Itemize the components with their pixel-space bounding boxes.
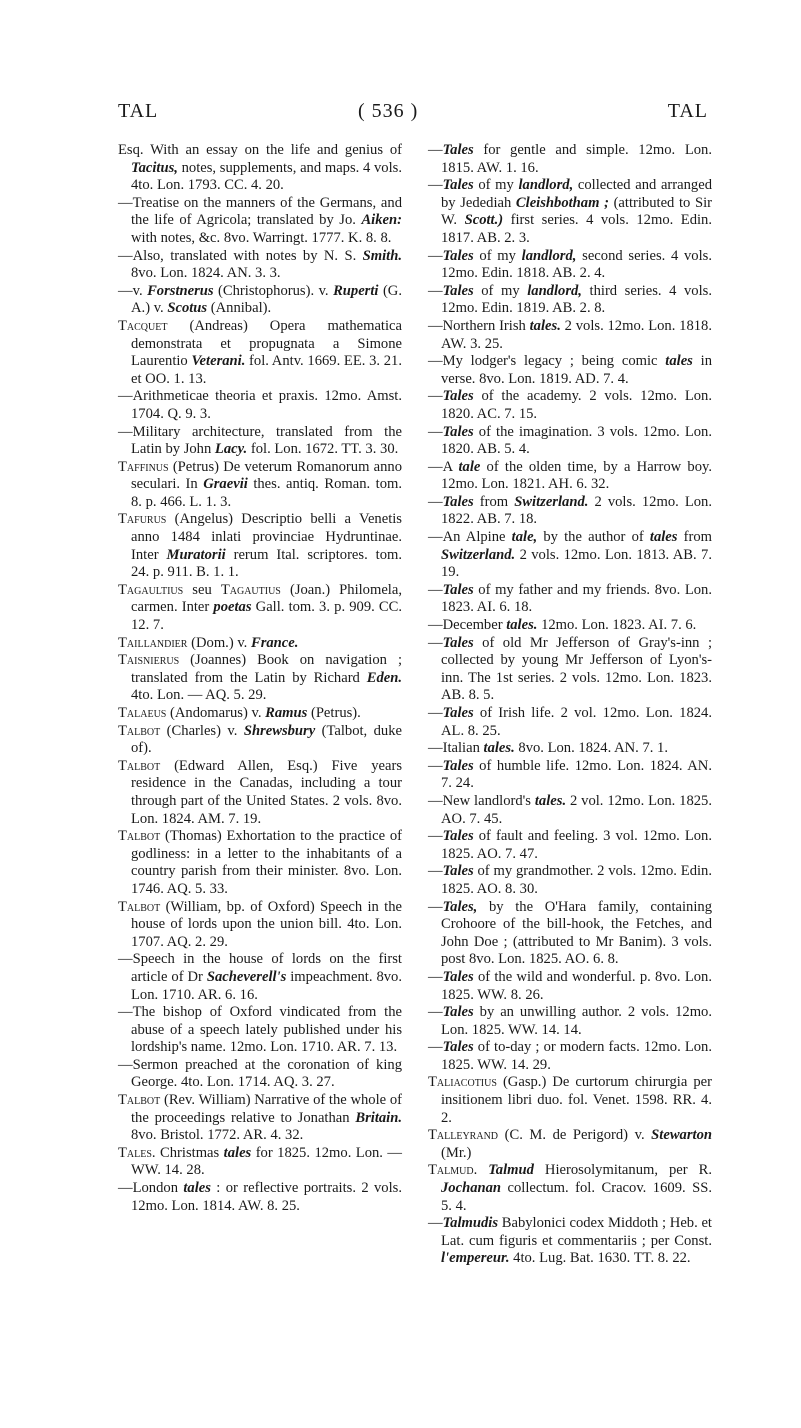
entry-text: — — [428, 898, 443, 915]
entry-text: from — [677, 529, 712, 546]
italic-term: Tales — [442, 863, 474, 880]
italic-term: Tales — [442, 828, 474, 845]
entry-text: (Mr.) — [441, 1144, 472, 1161]
italic-term: tales. — [534, 792, 567, 809]
catalogue-entry — [118, 828, 402, 898]
entry-text: first series. 4 vols. 12mo. Edin. 1817. AB. 2. 3. — [441, 212, 712, 246]
catalogue-entry — [428, 494, 712, 529]
catalogue-entry — [118, 195, 402, 248]
entry-text: — — [428, 705, 443, 721]
entry-text: —A — [428, 458, 459, 475]
entry-text: (attributed to Sir W. — [441, 194, 712, 229]
italic-term: tale — [458, 458, 481, 475]
italic-term: Tales — [442, 282, 474, 299]
italic-term: tales. — [506, 617, 538, 634]
entry-text: of the imagination. 3 vols. 12mo. Lon. 1820. AB. 5. 4. — [441, 423, 712, 458]
entry-text: 2 vols. 12mo. Lon. 1818. AW. 3. 25. — [441, 317, 712, 352]
entry-text: of humble life. 12mo. Lon. 1824. AN. 7. 24. — [441, 757, 712, 792]
entry-text: —Treatise on the manners of the Germans, and the life of Agricola; translated by Jo. — [118, 194, 402, 229]
italic-term: Tales — [442, 388, 474, 405]
entry-text: of my father and my friends. 8vo. Lon. 1823. AI. 6. 18. — [441, 581, 712, 616]
entry-text: Gall. tom. 3. p. 909. CC. 12. 7. — [131, 599, 403, 634]
catalogue-entry — [428, 1215, 712, 1268]
catalogue-entry — [118, 652, 402, 705]
entry-text: with notes, &c. 8vo. Warringt. 1777. K. 8. 8. — [131, 229, 392, 246]
entry-heading: Talbot — [118, 722, 161, 739]
italic-term: Jochanan — [441, 1180, 502, 1197]
entry-heading: Talbot — [118, 828, 161, 845]
entry-heading: Tagautius — [220, 581, 281, 598]
catalogue-entry — [118, 1092, 402, 1145]
catalogue-entry — [428, 459, 712, 494]
entry-text: —v. — [118, 282, 148, 299]
italic-term: Switzerland. — [441, 546, 516, 563]
entry-text: by an unwilling author. 2 vols. 12mo. Lon. 1825. WW. 14. 14. — [441, 1004, 712, 1038]
entry-text: 2 vols. 12mo. Lon. 1822. AB. 7. 18. — [441, 493, 712, 528]
catalogue-entry — [118, 899, 402, 952]
entry-text: of the olden time, by a Harrow boy. 12mo. Lon. 1821. AH. 6. 32. — [441, 458, 712, 493]
italic-term: tales. — [529, 317, 561, 334]
catalogue-entry — [118, 705, 402, 723]
entry-text: 2 vols. 12mo. Lon. 1813. AB. 7. 19. — [441, 546, 712, 581]
italic-term: Stewarton — [651, 1127, 712, 1144]
entry-text: —London — [118, 1180, 184, 1197]
entry-text: of my — [473, 282, 528, 299]
italic-term: Muratorii — [166, 546, 226, 563]
catalogue-entry — [428, 1039, 712, 1074]
entry-text: impeachment. 8vo. Lon. 1710. AR. 6. 16. — [131, 968, 402, 1003]
italic-term: Tales — [442, 177, 474, 194]
italic-term: Smith. — [362, 247, 402, 264]
entry-text: —Northern Irish — [428, 317, 530, 334]
entry-text: of Irish life. 2 vol. 12mo. Lon. 1824. AL. 8. 25. — [441, 705, 712, 739]
entry-heading: Tacquet — [118, 317, 168, 334]
italic-term: Tales — [442, 757, 474, 774]
entry-heading: Taisnierus — [118, 652, 180, 669]
italic-term: Tales — [442, 142, 474, 158]
italic-term: Tales — [442, 247, 474, 264]
entry-text: (Rev. William) Narrative of the whole of the proceedings relative to Jonathan — [131, 1092, 402, 1126]
entry-text: —The bishop of Oxford vindicated from the abuse of a speech lately published under his lordship's name. 12mo. Lon. 1710. AR. 7. 13. — [118, 1004, 402, 1056]
entry-text: 8vo. Bristol. 1772. AR. 4. 32. — [131, 1127, 304, 1144]
entry-text: —New landlord's — [428, 792, 535, 809]
entry-heading: Talbot — [118, 898, 161, 915]
italic-term: Tales — [442, 493, 474, 510]
italic-term: Sacheverell's — [206, 968, 287, 985]
catalogue-entry — [118, 388, 402, 423]
entry-text: Babylonici codex Middoth ; Heb. et Lat. cum figuris et commentariis ; per Const. — [441, 1215, 712, 1249]
entry-text: of old Mr Jefferson of Gray's-inn ; collected by young Mr Jefferson of Lyon's-inn. The 1st series. 2 vols. 12mo. Lon. 1823. AB. 8. 5. — [441, 634, 712, 704]
catalogue-entry — [428, 582, 712, 617]
entry-text: 12mo. Lon. 1823. AI. 7. 6. — [537, 617, 697, 634]
entry-text: — — [428, 388, 443, 405]
catalogue-entry — [428, 142, 712, 177]
entry-text: (Andreas) Opera mathematica demonstrata et propugnata a Simone Laurentio — [131, 317, 402, 370]
entry-text: of my grandmother. 2 vols. 12mo. Edin. 1825. AO. 8. 30. — [441, 863, 712, 897]
italic-term: landlord, — [527, 282, 582, 299]
italic-term: Talmudis — [442, 1215, 499, 1232]
entry-text: of the wild and wonderful. p. 8vo. Lon. 1825. WW. 8. 26. — [441, 968, 712, 1003]
italic-term: Forstnerus — [147, 282, 214, 299]
catalogue-entry — [428, 1127, 712, 1162]
italic-term: Switzerland. — [514, 493, 589, 510]
entry-text: — — [428, 177, 443, 194]
entry-text: —Speech in the house of lords on the first article of Dr — [118, 951, 402, 985]
entry-text: (Gasp.) De curtorum chirurgia per insitionem libri duo. fol. Venet. 1598. RR. 4. 2. — [441, 1074, 712, 1126]
running-header — [118, 100, 708, 130]
italic-term: Eden. — [366, 669, 402, 686]
italic-term: Tales — [442, 581, 474, 598]
italic-term: Tales — [442, 1004, 474, 1021]
italic-term: tales — [665, 353, 693, 370]
entry-text: (Christophorus). v. — [213, 282, 334, 299]
catalogue-entry — [428, 1074, 712, 1127]
catalogue-entry — [428, 705, 712, 740]
header-left: TAL — [118, 100, 159, 122]
catalogue-entry — [118, 318, 402, 388]
catalogue-entry — [428, 793, 712, 828]
entry-text: (Petrus). — [307, 705, 361, 721]
catalogue-entry — [428, 899, 712, 969]
entry-text: — — [428, 968, 443, 985]
entry-text: (Dom.) v. — [187, 634, 251, 651]
entry-text: Esq. With an essay on the life and genius of — [118, 142, 402, 158]
entry-text: (Joannes) Book on navigation ; translated from the Latin by Richard — [131, 652, 402, 686]
entry-heading: Taliacotius — [428, 1074, 497, 1091]
catalogue-entry — [118, 723, 402, 758]
catalogue-entry — [428, 529, 712, 582]
entry-text: collected and arranged by Jedediah — [441, 177, 712, 211]
catalogue-entry — [118, 1004, 402, 1057]
entry-text: of fault and feeling. 3 vol. 12mo. Lon. 1825. AO. 7. 47. — [441, 828, 712, 862]
catalogue-entry — [428, 740, 712, 758]
italic-term: tales — [223, 1144, 252, 1161]
entry-text: — — [428, 282, 443, 299]
entry-text: 8vo. Lon. 1824. AN. 7. 1. — [514, 740, 668, 757]
entry-text: (C. M. de Perigord) v. — [498, 1127, 652, 1144]
italic-term: Shrewsbury — [243, 722, 316, 739]
entry-text: — — [428, 1215, 443, 1232]
catalogue-entry — [118, 1057, 402, 1092]
right-column — [428, 142, 712, 1268]
entry-text — [477, 1162, 488, 1178]
catalogue-entry — [428, 353, 712, 388]
catalogue-entry — [428, 1004, 712, 1039]
entry-heading: Tagaultius — [118, 581, 184, 598]
italic-term: Ruperti — [333, 282, 379, 299]
entry-text: : or reflective portraits. 2 vols. 12mo. Lon. 1814. AW. 8. 25. — [131, 1180, 402, 1214]
entry-heading: Talbot — [118, 1092, 161, 1109]
italic-term: Scott.) — [464, 212, 504, 229]
catalogue-entry — [118, 511, 402, 581]
italic-term: Tales — [442, 1039, 474, 1056]
entry-text: of my — [473, 247, 522, 264]
entry-text: (Joan.) Philomela, carmen. Inter — [131, 581, 402, 616]
italic-term: Tacitus, — [131, 159, 178, 176]
entry-text: —Arithmeticae theoria et praxis. 12mo. Amst. 1704. Q. 9. 3. — [118, 388, 402, 422]
catalogue-entry — [118, 951, 402, 1004]
italic-term: Tales — [442, 634, 474, 651]
entry-text: 2 vol. 12mo. Lon. 1825. AO. 7. 45. — [441, 792, 712, 827]
catalogue-entry — [428, 1162, 712, 1215]
entry-text: (Charles) v. — [160, 722, 244, 739]
entry-text: (William, bp. of Oxford) Speech in the house of lords upon the union bill. 4to. Lon. 1707. AQ. 2. 29. — [131, 898, 402, 950]
entry-text: seu — [183, 581, 221, 598]
entry-text: —Sermon preached at the coronation of king George. 4to. Lon. 1714. AQ. 3. 27. — [118, 1056, 402, 1091]
italic-term: Tales — [442, 968, 474, 985]
entry-text: collectum. fol. Cracov. 1609. SS. 5. 4. — [441, 1180, 712, 1214]
entry-text: from — [473, 493, 515, 510]
italic-term: landlord, — [518, 177, 574, 194]
catalogue-entry — [118, 1180, 402, 1215]
entry-text: (Edward Allen, Esq.) Five years residence in the Canadas, including a tour through part of the United States. 2 vols. 8vo. Lon. 1824. AM. 7. 19. — [131, 757, 402, 827]
catalogue-entry — [118, 283, 402, 318]
catalogue-entry — [428, 248, 712, 283]
entry-text: notes, supplements, and maps. 4 vols. 4to. Lon. 1793. CC. 4. 20. — [131, 159, 402, 194]
catalogue-entry — [428, 828, 712, 863]
entry-heading: Tafurus — [118, 511, 167, 528]
entry-heading: Talbot — [118, 757, 161, 774]
entry-heading: Talmud. — [428, 1162, 478, 1179]
entry-text: — — [428, 1039, 443, 1056]
catalogue-entry — [428, 635, 712, 705]
entry-text: (Thomas) Exhortation to the practice of godliness: in a letter to the inhabitants of a country parish from their minister. 8vo. Lon. 1746. AQ. 5. 33. — [131, 828, 402, 897]
entry-text: — — [428, 493, 443, 510]
italic-term: Britain. — [355, 1109, 402, 1126]
entry-text: fol. Lon. 1672. TT. 3. 30. — [247, 441, 399, 458]
entry-heading: Tales. — [118, 1144, 156, 1161]
entry-text: —Military architecture, translated from the Latin by John — [118, 423, 402, 458]
italic-term: poetas — [213, 599, 252, 616]
entry-text: —An Alpine — [428, 529, 512, 546]
italic-term: Talmud — [488, 1162, 534, 1179]
catalogue-entry — [118, 758, 402, 828]
entry-text: —December — [428, 617, 507, 634]
italic-term: Cleishbotham ; — [515, 194, 609, 211]
entry-text: —My lodger's legacy ; being comic — [428, 353, 666, 370]
catalogue-entry — [118, 248, 402, 283]
catalogue-entry — [118, 1145, 402, 1180]
entry-text: 8vo. Lon. 1824. AN. 3. 3. — [131, 265, 281, 282]
catalogue-entry — [428, 617, 712, 635]
entry-heading: Talaeus — [118, 705, 167, 721]
entry-text: —Also, translated with notes by N. S. — [118, 247, 363, 264]
entry-text: for 1825. 12mo. Lon. — WW. 14. 28. — [131, 1144, 402, 1179]
catalogue-entry — [428, 758, 712, 793]
catalogue-entry — [428, 318, 712, 353]
italic-term: Lacy. — [214, 441, 248, 458]
header-right: TAL — [667, 100, 708, 122]
page-number: ( 536 ) — [358, 100, 419, 122]
catalogue-entry — [428, 969, 712, 1004]
italic-term: landlord, — [521, 247, 577, 264]
entry-text: (G. A.) v. — [131, 282, 402, 317]
italic-term: Tales — [442, 423, 474, 440]
entry-heading: Talleyrand — [428, 1127, 499, 1144]
entry-text: — — [428, 828, 443, 845]
catalogue-entry — [118, 635, 402, 653]
entry-text: third series. 4 vols. 12mo. Edin. 1819. AB. 2. 8. — [441, 282, 712, 317]
entry-text: Christmas — [155, 1144, 224, 1161]
entry-text: 4to. Lon. — AQ. 5. 29. — [131, 687, 267, 704]
entry-text: (Talbot, duke of). — [131, 722, 403, 757]
entry-heading: Taffinus — [118, 458, 169, 475]
entry-text: (Andomarus) v. — [166, 705, 266, 721]
entry-text: — — [428, 757, 443, 774]
entry-text: Hierosolymitanum, per R. — [533, 1162, 712, 1179]
italic-term: tales — [183, 1180, 211, 1197]
catalogue-entry — [118, 142, 402, 195]
entry-text: — — [428, 634, 443, 651]
entry-text: by the O'Hara family, containing Crohoore of the bill-hook, the Fetches, and John Doe ; (attributed to Mr Banim). 3 vols. post 8vo. Lon. 1825. AO. 6. 8. — [441, 898, 712, 968]
entry-heading: Taillandier — [118, 634, 188, 651]
catalogue-entry — [118, 582, 402, 635]
catalogue-entry — [428, 283, 712, 318]
entry-text: (Annibal). — [207, 300, 272, 317]
entry-text: of to-day ; or modern facts. 12mo. Lon. 1825. WW. 14. 29. — [441, 1039, 712, 1073]
left-column — [118, 142, 402, 1215]
entry-text: fol. Antv. 1669. EE. 3. 21. et OO. 1. 13. — [131, 353, 402, 387]
catalogue-entry — [428, 177, 712, 247]
italic-term: l'empereur. — [441, 1250, 510, 1267]
italic-term: Ramus — [265, 705, 308, 721]
entry-text: rerum Ital. scriptores. tom. 24. p. 911. B. 1. 1. — [131, 546, 402, 581]
italic-term: tales. — [483, 740, 515, 757]
italic-term: Tales, — [442, 898, 478, 915]
entry-text: — — [428, 423, 443, 440]
italic-term: Veterani. — [191, 353, 246, 370]
entry-text: of my — [473, 177, 519, 194]
entry-text: (Petrus) De veterum Romanorum anno seculari. In — [131, 458, 402, 493]
italic-term: Tales — [442, 705, 474, 721]
entry-text: — — [428, 581, 443, 598]
catalogue-entry — [118, 459, 402, 512]
italic-term: France. — [250, 634, 299, 651]
italic-term: Aiken: — [361, 212, 402, 229]
italic-term: tales — [649, 529, 678, 546]
entry-text: — — [428, 142, 443, 158]
catalogue-entry — [428, 424, 712, 459]
catalogue-entry — [428, 863, 712, 898]
entry-text: (Angelus) Descriptio belli a Venetis anno 1484 inlati provinciae Hydruntinae. Inter — [131, 511, 402, 563]
entry-text: second series. 4 vols. 12mo. Edin. 1818. AB. 2. 4. — [441, 247, 712, 282]
entry-text: in verse. 8vo. Lon. 1819. AD. 7. 4. — [441, 353, 712, 387]
entry-text: —Italian — [428, 740, 484, 757]
entry-text: 4to. Lug. Bat. 1630. TT. 8. 22. — [509, 1250, 691, 1267]
entry-text: — — [428, 863, 443, 880]
italic-term: Graevii — [203, 476, 248, 493]
catalogue-entry — [118, 424, 402, 459]
entry-text: of the academy. 2 vols. 12mo. Lon. 1820. AC. 7. 15. — [441, 388, 712, 422]
entry-text: by the author of — [537, 529, 650, 546]
italic-term: tale, — [511, 529, 538, 546]
entry-text: — — [428, 247, 443, 264]
entry-text: — — [428, 1004, 443, 1021]
catalogue-entry — [428, 388, 712, 423]
italic-term: Scotus — [167, 300, 208, 317]
entry-text: for gentle and simple. 12mo. Lon. 1815. AW. 1. 16. — [441, 142, 712, 176]
entry-text: thes. antiq. Roman. tom. 8. p. 466. L. 1. 3. — [131, 476, 402, 510]
